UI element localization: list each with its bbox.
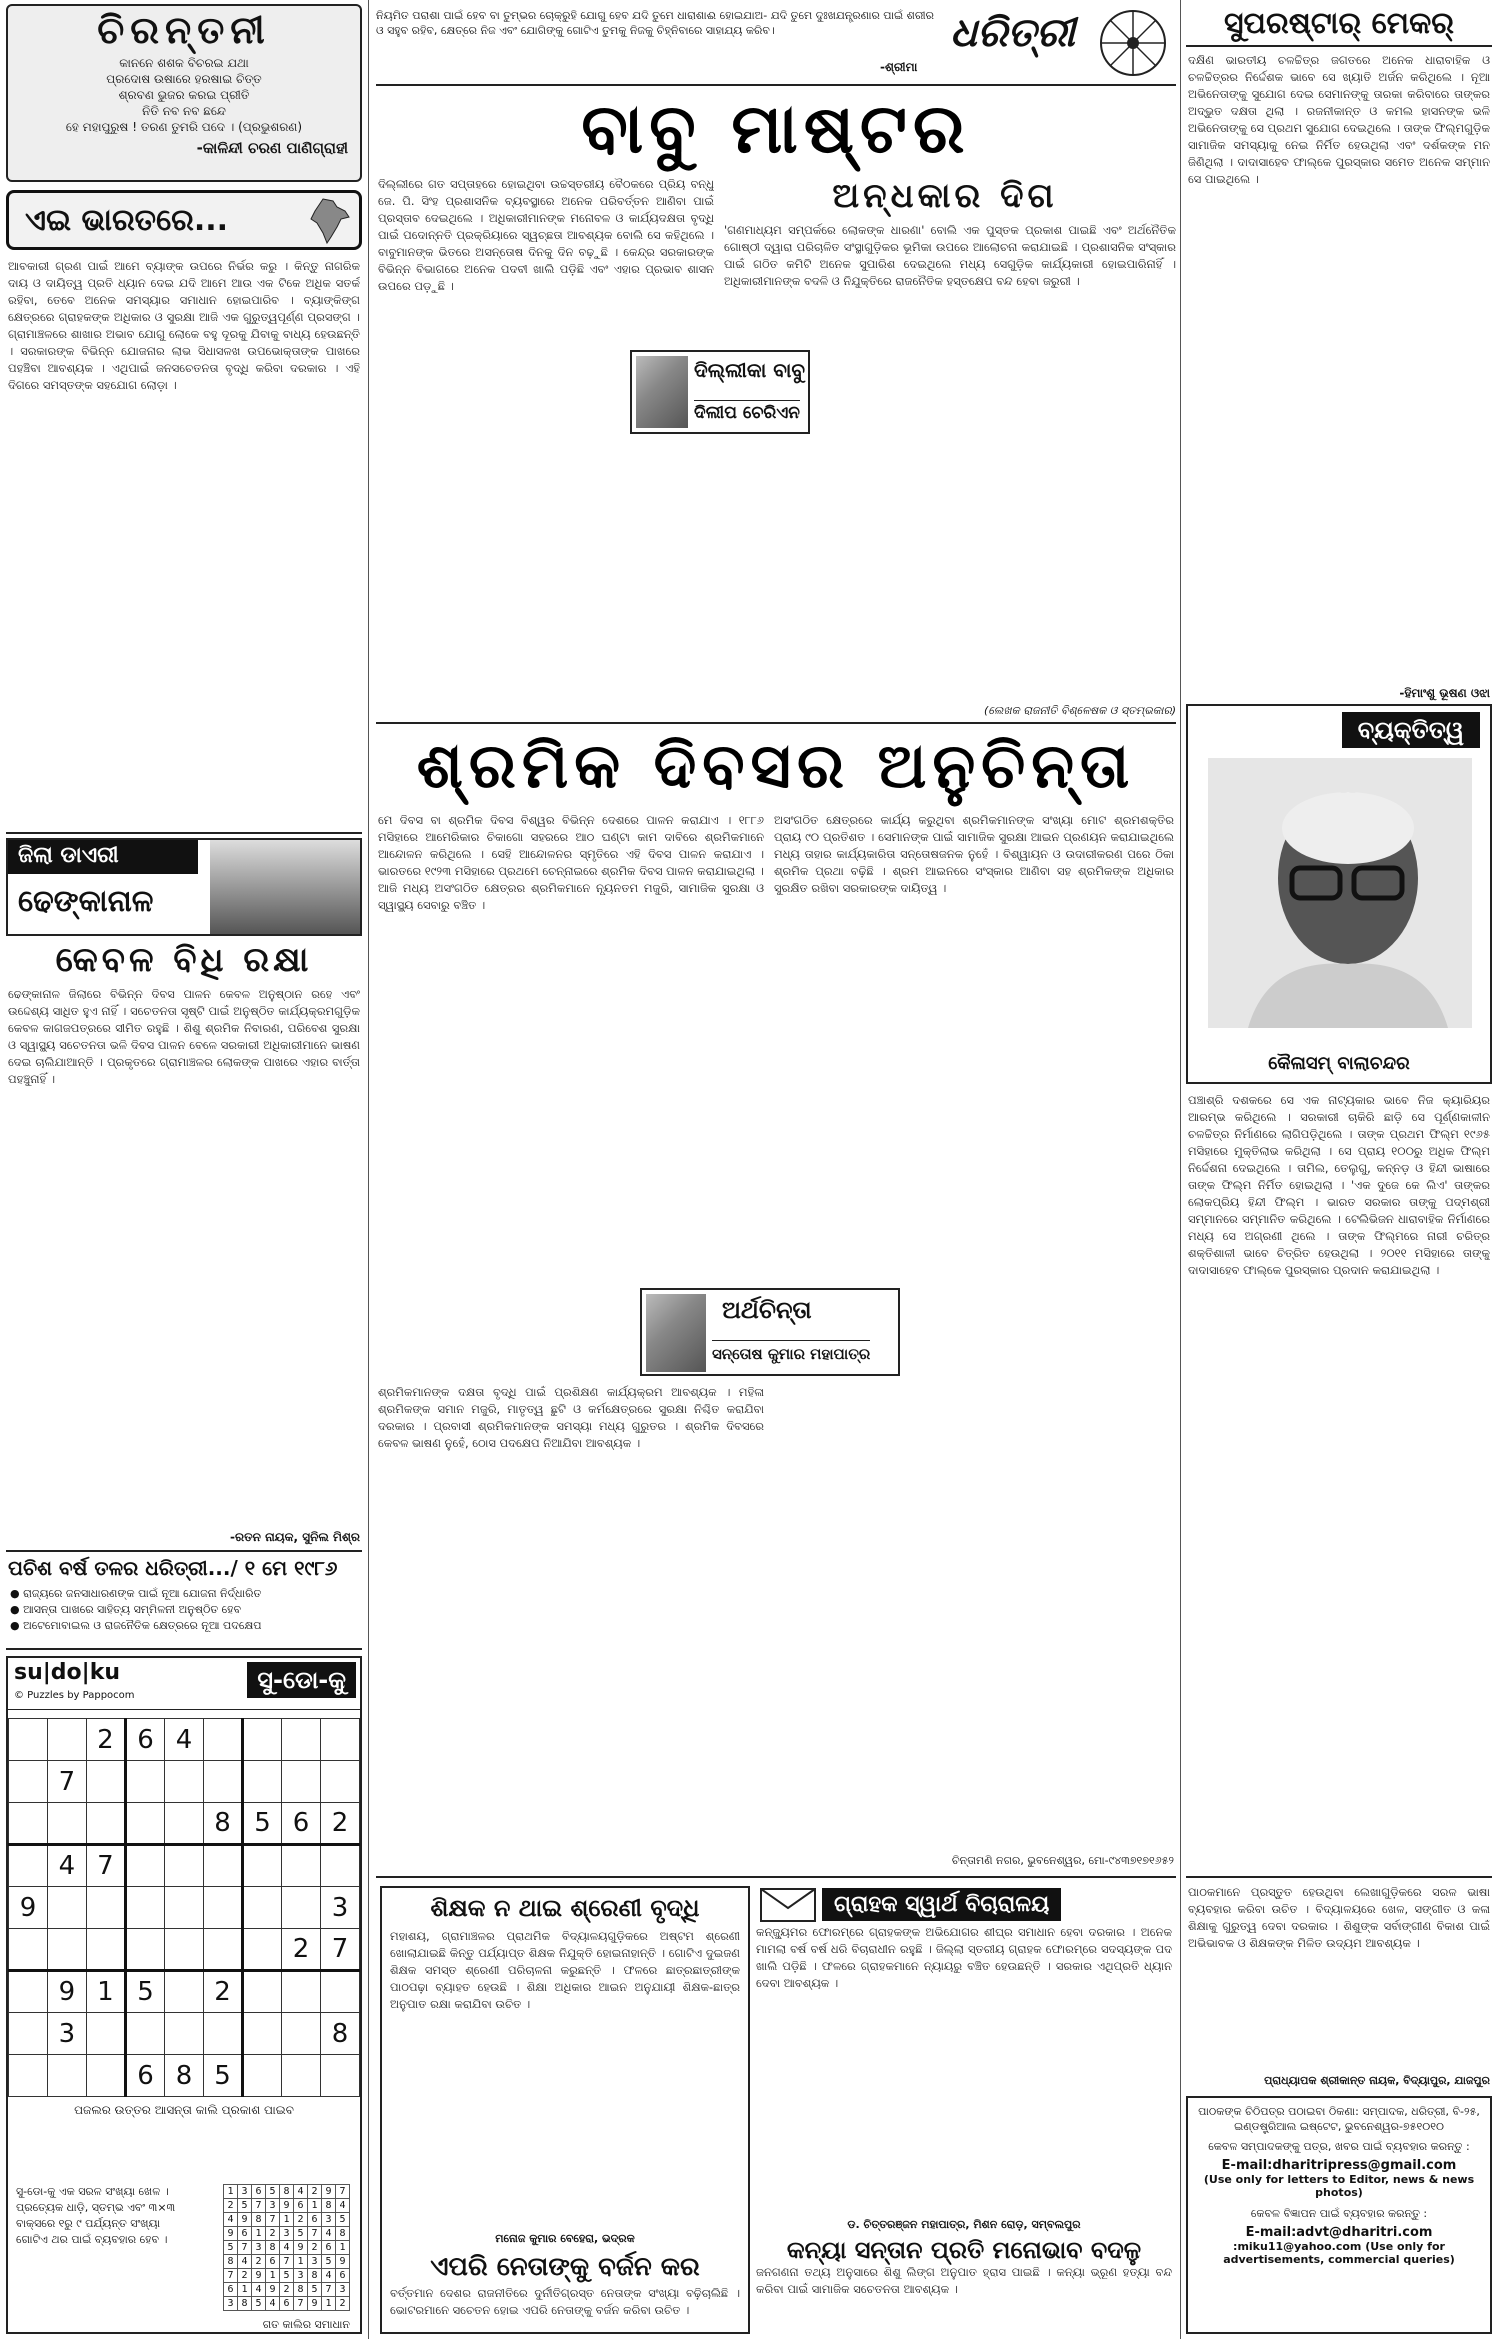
- solution-cell: 1: [280, 2213, 294, 2227]
- solution-cell: 6: [280, 2297, 294, 2311]
- sudoku-cell[interactable]: [9, 1971, 48, 2013]
- solution-cell: 8: [294, 2283, 308, 2297]
- solution-cell: 6: [238, 2227, 252, 2241]
- byaktitwa-text: ପଞ୍ଚାଶ୍ରି ଦଶକରେ ସେ ଏକ ନାଟ୍ୟକାର ଭାବେ ନିଜ କ୍ୟାରିୟର ଆରମ୍ଭ କରିଥିଲେ । ସରକାରୀ ଚାକିରି ଛାଡ଼ି ସେ ପୂର୍ଣ୍ଣକାଳୀନ ଚଳଚ୍ଚିତ୍ର ନିର୍ମାଣରେ ଲାଗିପଡ଼ିଥିଲେ । ତାଙ୍କ ପ୍ରଥମ ଫିଲ୍ମ ୧୯୬୫ ମସିହାରେ ମୁକ୍ତିଲାଭ କରିଥିଲା । ସେ ପ୍ରାୟ ୧୦୦ରୁ ଅଧିକ ଫିଲ୍ମ ନିର୍ଦ୍ଦେଶନା ଦେଇଥିଲେ । ତାମିଲ, ତେଲୁଗୁ, କନ୍ନଡ଼ ଓ ହିନ୍ଦୀ ଭାଷାରେ ତାଙ୍କ ଫିଲ୍ମ ନିର୍ମିତ ହୋଇଥିଲା । 'ଏକ ଦୁଜେ କେ ଲିଏ' ତାଙ୍କର ଲୋକପ୍ରିୟ ହିନ୍ଦୀ ଫିଲ୍ମ । ଭାରତ ସରକାର ତାଙ୍କୁ ପଦ୍ମଶ୍ରୀ ସମ୍ମାନରେ ସମ୍ମାନିତ କରିଥିଲେ । ଟେଲିଭିଜନ ଧାରାବାହିକ ନିର୍ମାଣରେ ମଧ୍ୟ ସେ ଅଗ୍ରଣୀ ଥିଲେ । ତାଙ୍କ ଫିଲ୍ମରେ ନାରୀ ଚରିତ୍ର ଶକ୍ତିଶାଳୀ ଭାବେ ଚିତ୍ରିତ ହେଉଥିଲା । ୨୦୧୧ ମସିହାରେ ତାଙ୍କୁ ଦାଦାସାହେବ ଫାଲ୍କେ ପୁରସ୍କାର ପ୍ରଦାନ କରାଯାଇଥିଲା ।: [1188, 1093, 1490, 1277]
- solution-cell: 8: [224, 2255, 238, 2269]
- solution-cell: 8: [252, 2213, 266, 2227]
- sudoku-cell[interactable]: [165, 1887, 204, 1929]
- sudoku-cell[interactable]: [243, 2055, 282, 2097]
- sudoku-cell[interactable]: [321, 1971, 360, 2013]
- solution-cell: 6: [224, 2283, 238, 2297]
- suparstar-text: ଦକ୍ଷିଣ ଭାରତୀୟ ଚଳଚ୍ଚିତ୍ର ଜଗତରେ ଅନେକ ଧାରାବାହିକ ଓ ଚଳଚ୍ଚିତ୍ରର ନିର୍ଦ୍ଦେଶକ ଭାବେ ସେ ଖ୍ୟାତି ଅର୍ଜନ କରିଥିଲେ । ନୂଆ ଅଭିନେତାଙ୍କୁ ସୁଯୋଗ ଦେଇ ସେମାନଙ୍କୁ ତାରକା କରିବାରେ ତାଙ୍କର ଅଦ୍ଭୁତ ଦକ୍ଷତା ଥିଲା । ରଜନୀକାନ୍ତ ଓ କମଲ ହାସନଙ୍କ ଭଳି ଅଭିନେତାଙ୍କୁ ସେ ପ୍ରଥମ ସୁଯୋଗ ଦେଇଥିଲେ । ତାଙ୍କ ଫିଲ୍ମଗୁଡ଼ିକ ସାମାଜିକ ସମସ୍ୟାକୁ ନେଇ ନିର୍ମିତ ହେଉଥିଲା ଏବଂ ଦର୍ଶକଙ୍କ ମନ ଜିଣିଥିଲା । ଦାଦାସାହେବ ଫାଲ୍କେ ପୁରସ୍କାର ସମେତ ଅନେକ ସମ୍ମାନ ସେ ପାଇଥିଲେ ।: [1188, 53, 1490, 186]
- district-photo: [210, 840, 360, 934]
- grahaka-text: କନ୍ଜ୍ୟୁମର ଫୋରମ୍‌ରେ ଗ୍ରାହକଙ୍କ ଅଭିଯୋଗର ଶୀଘ୍ର ସମାଧାନ ହେବା ଦରକାର । ଅନେକ ମାମଲା ବର୍ଷ ବର୍ଷ ଧରି ବିଚାରାଧୀନ ରହୁଛି । ଜିଲ୍ଲା ସ୍ତରୀୟ ଗ୍ରାହକ ଫୋରମ୍‌ରେ ସଦସ୍ୟଙ୍କ ପଦ ଖାଲି ପଡ଼ିଛି । ଫଳରେ ଗ୍ରାହକମାନେ ନ୍ୟାୟରୁ ବଞ୍ଚିତ ହେଉଛନ୍ତି । ସରକାର ଏଥିପ୍ରତି ଧ୍ୟାନ ଦେବା ଆବଶ୍ୟକ ।: [756, 1925, 1172, 1990]
- sudoku-grid: [8, 1718, 360, 2097]
- sudoku-cell[interactable]: [9, 1929, 48, 1971]
- solution-cell: 7: [238, 2241, 252, 2255]
- babu-mastara-footnote: (ଲେଖକ ରାଜନୀତି ବିଶ୍ଳେଷକ ଓ ସ୍ତମ୍ଭକାର): [983, 704, 1176, 717]
- solution-cell: 4: [280, 2241, 294, 2255]
- contact-ad-note: କେବଳ ବିଜ୍ଞାପନ ପାଇଁ ବ୍ୟବହାର କରନ୍ତୁ :: [1250, 2207, 1428, 2220]
- sudoku-cell[interactable]: [243, 1761, 282, 1803]
- sudoku-cell[interactable]: [203, 1887, 242, 1929]
- solution-cell: 7: [294, 2297, 308, 2311]
- masthead-quote: ନିୟମିତ ପରାଶା ପାଇଁ ହେବ ବା ତୁମ୍ଭର ଚୋକ୍ରୁହି ଯୋଗୁ ହେବ ଯଦି ତୁମେ ଧାରାଶାଈ ହୋଇଯାଅ- ଯଦି ତୁମେ ଦୁଃଖଯନ୍ତ୍ରଣାର ପାଇଁ ଶରୀର ଓ ସହୁବ ରହିବ, କ୍ଷେତ୍ରେ ନିଜ ଏବଂ ଯୋଗିଙ୍କୁ ଗୋଟିଏ ତୁମକୁ ନିଜକୁ ଚିହ୍ନିବାରେ ସାହାଯ୍ୟ କରିବ।: [376, 9, 934, 37]
- sudoku-cell[interactable]: [165, 1971, 204, 2013]
- sudoku-cell[interactable]: [86, 2013, 125, 2055]
- sudoku-cell[interactable]: [9, 1803, 48, 1845]
- sudoku-brand: su|do|ku: [14, 1660, 120, 1685]
- sudoku-cell[interactable]: [203, 1929, 242, 1971]
- solution-cell: 2: [308, 2185, 322, 2199]
- dilli-author: ଦିଲୀପ ଚେରିଏନ: [694, 400, 800, 423]
- sudoku-cell[interactable]: [47, 2055, 86, 2097]
- sudoku-cell[interactable]: [86, 1887, 125, 1929]
- shikshaka-box: [380, 1886, 750, 2334]
- jilla-diary-district: ଢେଙ୍କାନାଳ: [18, 884, 154, 919]
- sudoku-cell[interactable]: [9, 1845, 48, 1887]
- sudoku-cell[interactable]: [125, 2013, 164, 2055]
- sudoku-cell[interactable]: 9: [9, 1887, 48, 1929]
- sudoku-cell[interactable]: [203, 2013, 242, 2055]
- solution-cell: 4: [224, 2213, 238, 2227]
- right-letter-text: ପାଠକମାନେ ପ୍ରସ୍ତୁତ ହେଉଥିବା ଲେଖାଗୁଡ଼ିକରେ ସରଳ ଭାଷା ବ୍ୟବହାର କରିବା ଉଚିତ । ବିଦ୍ୟାଳୟରେ ଖେଳ, ସଙ୍ଗୀତ ଓ କଳା ଶିକ୍ଷାକୁ ଗୁରୁତ୍ୱ ଦେବା ଦରକାର । ଶିଶୁଙ୍କ ସର୍ବାଙ୍ଗୀଣ ବିକାଶ ପାଇଁ ଅଭିଭାବକ ଓ ଶିକ୍ଷକଙ୍କ ମିଳିତ ଉଦ୍ୟମ ଆବଶ୍ୟକ ।: [1188, 1885, 1490, 1950]
- solution-cell: 1: [224, 2185, 238, 2199]
- jilla-diary-byline: -ରତନ ନାୟକ, ସୁନିଲ ମିଶ୍ର: [230, 1530, 360, 1544]
- contact-note: କେବଳ ସମ୍ପାଦକଙ୍କୁ ପତ୍ର, ଖବର ପାଇଁ ବ୍ୟବହାର କରନ୍ତୁ :: [1208, 2140, 1470, 2153]
- solution-cell: 8: [238, 2297, 252, 2311]
- contact-email-1[interactable]: E-mail:dharitripress@gmail.com: [1221, 2158, 1457, 2173]
- solution-cell: 6: [266, 2255, 280, 2269]
- suparstar-byline: -ହିମାଂଶୁ ଭୂଷଣ ଓଝା: [1399, 686, 1490, 700]
- solution-cell: 5: [308, 2283, 322, 2297]
- masthead-logo: ଧରିତ୍ରୀ: [950, 10, 1075, 56]
- shramika-text-2: ଅସଂଗଠିତ କ୍ଷେତ୍ରରେ କାର୍ଯ୍ୟ କରୁଥିବା ଶ୍ରମିକମାନଙ୍କ ସଂଖ୍ୟା ମୋଟ ଶ୍ରମଶକ୍ତିର ପ୍ରାୟ ୯୦ ପ୍ରତିଶତ । ସେମାନଙ୍କ ପାଇଁ ସାମାଜିକ ସୁରକ୍ଷା ଆଇନ ପ୍ରଣୟନ କରାଯାଇଥିଲେ ମଧ୍ୟ ତାହାର କାର୍ଯ୍ୟକାରିତା ସନ୍ତୋଷଜନକ ନୁହେଁ । ବିଶ୍ୱାୟନ ଓ ଉଦାରୀକରଣ ପରେ ଠିକା ଶ୍ରମିକ ପ୍ରଥା ବଢ଼ିଛି । ଶ୍ରମ ଆଇନରେ ସଂସ୍କାର ଆଣିବା ସହ ଶ୍ରମିକଙ୍କ ଅଧିକାର ସୁରକ୍ଷିତ ରଖିବା ସରକାରଙ୍କ ଦାୟିତ୍ୱ ।: [774, 813, 1174, 895]
- sudoku-cell[interactable]: [243, 1929, 282, 1971]
- shikshaka-text-2: ବର୍ତ୍ତମାନ ଦେଶର ରାଜନୀତିରେ ଦୁର୍ନୀତିଗ୍ରସ୍ତ ନେତାଙ୍କ ସଂଖ୍ୟା ବଢ଼ିଚାଲିଛି । ଭୋଟରମାନେ ସଚେତନ ହୋଇ ଏପରି ନେତାଙ୍କୁ ବର୍ଜନ କରିବା ଉଚିତ ।: [390, 2286, 740, 2317]
- wheel-icon: [1098, 8, 1168, 78]
- sudoku-cell[interactable]: [9, 1719, 48, 1761]
- solution-cell: 6: [336, 2269, 350, 2283]
- shramika-text-1: ମେ ଦିବସ ବା ଶ୍ରମିକ ଦିବସ ବିଶ୍ୱର ବିଭିନ୍ନ ଦେଶରେ ପାଳନ କରାଯାଏ । ୧୮୮୬ ମସିହାରେ ଆମେରିକାର ଚିକାଗୋ ସହରରେ ଆଠ ଘଣ୍ଟା କାମ ଦାବିରେ ଶ୍ରମିକମାନେ ଆନ୍ଦୋଳନ କରିଥିଲେ । ସେହି ଆନ୍ଦୋଳନର ସ୍ମୃତିରେ ଏହି ଦିବସ ପାଳନ କରାଯାଏ । ଭାରତରେ ୧୯୨୩ ମସିହାରେ ପ୍ରଥମେ ଚେନ୍ନାଇରେ ଶ୍ରମିକ ଦିବସ ପାଳନ କରାଯାଇଥିଲା । ଆଜି ମଧ୍ୟ ଅସଂଗଠିତ କ୍ଷେତ୍ରର ଶ୍ରମିକମାନେ ନ୍ୟୂନତମ ମଜୁରି, ସାମାଜିକ ସୁରକ୍ଷା ଓ ସ୍ୱାସ୍ଥ୍ୟ ସେବାରୁ ବଞ୍ଚିତ ।: [378, 813, 764, 912]
- solution-cell: 5: [266, 2185, 280, 2199]
- sudoku-cell[interactable]: [321, 1761, 360, 1803]
- author-photo-2: [646, 1294, 706, 1372]
- sudoku-cell[interactable]: [282, 1719, 321, 1761]
- sudoku-answer-label: ଗତ କାଲିର ସମାଧାନ: [262, 2318, 350, 2331]
- sudoku-cell[interactable]: [243, 1719, 282, 1761]
- contact-address: ପାଠକଙ୍କ ଚିଠିପତ୍ର ପଠାଇବା ଠିକଣା: ସମ୍ପାଦକ, ଧରିତ୍ରୀ, ବି-୨୫, ଇଣ୍ଡଷ୍ଟ୍ରିଆଲ ଇଷ୍ଟେଟ, ଭୁବନେଶ୍ୱର-୭୫୧୦୧୦: [1198, 2105, 1480, 2133]
- sudoku-rules: ସୁ-ଡୋ-କୁ ଏକ ସରଳ ସଂଖ୍ୟା ଖେଳ । ପ୍ରତ୍ୟେକ ଧାଡ଼ି, ସ୍ତମ୍ଭ ଏବଂ ୩×୩ ବାକ୍ସରେ ୧ରୁ ୯ ପର୍ଯ୍ୟନ୍ତ ସଂଖ୍ୟା ଗୋଟିଏ ଥର ପାଇଁ ବ୍ୟବହାର ହେବ ।: [16, 2185, 176, 2246]
- sudoku-cell[interactable]: 9: [47, 1971, 86, 2013]
- sudoku-cell[interactable]: 5: [125, 1971, 164, 2013]
- solution-cell: 8: [308, 2269, 322, 2283]
- jilla-diary-banner: [6, 838, 362, 936]
- solution-cell: 9: [238, 2213, 252, 2227]
- byaktitwa-box: [1186, 704, 1492, 1084]
- solution-cell: 8: [266, 2241, 280, 2255]
- solution-cell: 2: [266, 2227, 280, 2241]
- sudoku-cell[interactable]: 3: [321, 1887, 360, 1929]
- solution-cell: 9: [336, 2255, 350, 2269]
- right-letter-byline: ପ୍ରାଧ୍ୟାପକ ଶ୍ରୀକାନ୍ତ ନାୟକ, ବିଦ୍ୟାପୁର, ଯାଜପୁର: [1264, 2074, 1490, 2087]
- solution-cell: 5: [238, 2199, 252, 2213]
- sudoku-title: ସୁ-ଡୋ-କୁ: [247, 1662, 356, 1698]
- solution-cell: 1: [238, 2283, 252, 2297]
- sudoku-cell[interactable]: [282, 1887, 321, 1929]
- chirantani-title: ଚିରନ୍ତନୀ: [97, 8, 271, 52]
- solution-cell: 3: [336, 2283, 350, 2297]
- shikshaka-text: ମହାଶୟ, ଗ୍ରାମାଞ୍ଚଳର ପ୍ରାଥମିକ ବିଦ୍ୟାଳୟଗୁଡ଼ିକରେ ଅଷ୍ଟମ ଶ୍ରେଣୀ ଖୋଲାଯାଇଛି କିନ୍ତୁ ପର୍ଯ୍ୟାପ୍ତ ଶିକ୍ଷକ ନିଯୁକ୍ତି ହୋଇନାହାନ୍ତି । ଗୋଟିଏ ଦୁଇଜଣ ଶିକ୍ଷକ ସମସ୍ତ ଶ୍ରେଣୀ ପରିଚାଳନା କରୁଛନ୍ତି । ଫଳରେ ଛାତ୍ରଛାତ୍ରୀଙ୍କ ପାଠପଢ଼ା ବ୍ୟାହତ ହେଉଛି । ଶିକ୍ଷା ଅଧିକାର ଆଇନ ଅନୁଯାୟୀ ଶିକ୍ଷକ-ଛାତ୍ର ଅନୁପାତ ରକ୍ଷା କରାଯିବା ଉଚିତ ।: [390, 1929, 740, 2011]
- sudoku-cell[interactable]: 6: [125, 1719, 164, 1761]
- jilla-diary-text: ଢେଙ୍କାନାଳ ଜିଲାରେ ବିଭିନ୍ନ ଦିବସ ପାଳନ କେବଳ ଅନୁଷ୍ଠାନ ରହେ ଏବଂ ଉଦ୍ଦେଶ୍ୟ ସାଧିତ ହୁଏ ନାହିଁ । ସଚେତନତା ସୃଷ୍ଟି ପାଇଁ ଅନୁଷ୍ଠିତ କାର୍ଯ୍ୟକ୍ରମଗୁଡ଼ିକ କେବଳ କାଗଜପତ୍ରରେ ସୀମିତ ରହୁଛି । ଶିଶୁ ଶ୍ରମିକ ନିବାରଣ, ପରିବେଶ ସୁରକ୍ଷା ଓ ସ୍ୱାସ୍ଥ୍ୟ ସଚେତନତା ଭଳି ଦିବସ ପାଳନ ବେଳେ ସରକାରୀ ଅଧିକାରୀମାନେ ଭାଷଣ ଦେଇ ଚାଲିଯାଆନ୍ତି । ପ୍ରକୃତରେ ଗ୍ରାମାଞ୍ଚଳର ଲୋକଙ୍କ ପାଖରେ ଏହାର ବାର୍ତ୍ତା ପହଞ୍ଚୁନାହିଁ ।: [8, 987, 360, 1086]
- jilla-diary-headline: କେବଳ ବିଧି ରକ୍ଷା: [55, 940, 313, 980]
- solution-cell: 4: [322, 2269, 336, 2283]
- solution-cell: 5: [336, 2213, 350, 2227]
- byaktitwa-caption: କୈଳାସମ୍ ବାଲାଚନ୍ଦର: [1268, 1053, 1410, 1074]
- sudoku-cell[interactable]: [125, 1887, 164, 1929]
- solution-cell: 1: [294, 2255, 308, 2269]
- chirantani-poem: କାନନେ ଶଶକ ବିଚରଇ ଯଥା ପ୍ରଦୋଷ ଉଷାରେ ହରଷାଇ ଚିତ୍ତ ଶ୍ରବଣ ଭୁଜର କରଇ ପ୍ରୀତି ନିତି ନବ ନବ ଛନ୍ଦେ ହେ ମହାପୁରୁଷ ! ତରଣ ତୁମରି ପଦେ । (ପ୍ରଭୁଶରଣ): [65, 56, 303, 134]
- sudoku-cell[interactable]: 7: [86, 1845, 125, 1887]
- solution-cell: 6: [322, 2241, 336, 2255]
- solution-cell: 8: [322, 2199, 336, 2213]
- babu-mastara-title: ବାବୁ ମାଷ୍ଟର: [581, 90, 971, 169]
- babu-mastara-text-1: ଦିଲ୍ଲୀରେ ଗତ ସପ୍ତାହରେ ହୋଇଥିବା ଉଚ୍ଚସ୍ତରୀୟ ବୈଠକରେ ପ୍ରିୟ ବନ୍ଧୁ ଜେ. ପି. ସିଂହ ପ୍ରଶାସନିକ ବ୍ୟବସ୍ଥାରେ ଅନେକ ପରିବର୍ତ୍ତନ ଆଣିବା ପାଇଁ ପ୍ରସ୍ତାବ ଦେଇଥିଲେ । ଅଧିକାରୀମାନଙ୍କ ମନୋବଳ ଓ କାର୍ଯ୍ୟଦକ୍ଷତା ବୃଦ୍ଧି ପାଇଁ ପଦୋନ୍ନତି ପ୍ରକ୍ରିୟାରେ ସ୍ୱଚ୍ଛତା ଆବଶ୍ୟକ ବୋଲି ସେ କହିଥିଲେ । ବାବୁମାନଙ୍କ ଭିତରେ ଅସନ୍ତୋଷ ଦିନକୁ ଦିନ ବଢ଼ୁଛି । କେନ୍ଦ୍ର ସରକାରଙ୍କ ବିଭିନ୍ନ ବିଭାଗରେ ଅନେକ ପଦବୀ ଖାଲି ପଡ଼ିଛି ଏବଂ ଏହାର ପ୍ରଭାବ ଶାସନ ଉପରେ ପଡ଼ୁଛି ।: [378, 177, 714, 293]
- ei-bharatare-title: ଏଇ ଭାରତରେ...: [25, 203, 229, 238]
- solution-cell: 9: [280, 2199, 294, 2213]
- sudoku-cell[interactable]: [282, 2013, 321, 2055]
- solution-cell: 6: [308, 2213, 322, 2227]
- sudoku-cell[interactable]: [125, 1803, 164, 1845]
- solution-cell: 9: [252, 2269, 266, 2283]
- contact-email-3[interactable]: :miku11@yahoo.com (Use only for: [1233, 2240, 1445, 2253]
- solution-cell: 1: [252, 2227, 266, 2241]
- envelope-icon: [760, 1888, 816, 1922]
- solution-cell: 9: [266, 2283, 280, 2297]
- solution-cell: 8: [280, 2185, 294, 2199]
- solution-cell: 3: [322, 2213, 336, 2227]
- sudoku-cell[interactable]: [243, 1971, 282, 2013]
- sudoku-cell[interactable]: [321, 1845, 360, 1887]
- sudoku-cell[interactable]: [203, 1719, 242, 1761]
- sudoku-cell[interactable]: [125, 1929, 164, 1971]
- solution-cell: 3: [294, 2269, 308, 2283]
- sudoku-cell[interactable]: 5: [203, 2055, 242, 2097]
- sudoku-footer: ପଜଲର ଉତ୍ତର ଆସନ୍ତା କାଲି ପ୍ରକାଶ ପାଇବ: [74, 2103, 294, 2117]
- pachisa-barsha-box: [6, 1550, 362, 1650]
- solution-cell: 2: [252, 2255, 266, 2269]
- solution-cell: 2: [224, 2199, 238, 2213]
- solution-cell: 3: [280, 2227, 294, 2241]
- contact-email-2[interactable]: E-mail:advt@dharitri.com: [1245, 2225, 1433, 2240]
- solution-cell: 6: [294, 2199, 308, 2213]
- solution-cell: 3: [238, 2185, 252, 2199]
- sudoku-cell[interactable]: [165, 1929, 204, 1971]
- solution-cell: 7: [280, 2255, 294, 2269]
- sudoku-cell[interactable]: 2: [203, 1971, 242, 2013]
- solution-cell: 5: [280, 2269, 294, 2283]
- grahaka-text-2: ଜନଗଣନା ତଥ୍ୟ ଅନୁସାରେ ଶିଶୁ ଲିଙ୍ଗ ଅନୁପାତ ହ୍ରାସ ପାଇଛି । କନ୍ୟା ଭ୍ରୂଣ ହତ୍ୟା ବନ୍ଦ କରିବା ପାଇଁ ସାମାଜିକ ସଚେତନତା ଆବଶ୍ୟକ ।: [756, 2265, 1172, 2296]
- solution-cell: 2: [238, 2269, 252, 2283]
- solution-cell: 7: [308, 2227, 322, 2241]
- sudoku-cell[interactable]: [243, 1887, 282, 1929]
- sudoku-cell[interactable]: 1: [86, 1971, 125, 2013]
- solution-cell: 5: [224, 2241, 238, 2255]
- sudoku-cell[interactable]: [203, 1845, 242, 1887]
- contact-box: [1186, 2096, 1492, 2334]
- sudoku-cell[interactable]: [125, 1761, 164, 1803]
- sudoku-cell[interactable]: [86, 1761, 125, 1803]
- solution-cell: 4: [252, 2283, 266, 2297]
- sudoku-cell[interactable]: [47, 1719, 86, 1761]
- solution-cell: 1: [266, 2269, 280, 2283]
- sudoku-header: [8, 1658, 360, 1710]
- solution-cell: 3: [252, 2241, 266, 2255]
- ei-bharatare-header: [6, 190, 362, 250]
- sudoku-box: [6, 1656, 362, 2334]
- solution-cell: 7: [224, 2269, 238, 2283]
- sudoku-cell[interactable]: [165, 1803, 204, 1845]
- sudoku-cell[interactable]: 2: [86, 1719, 125, 1761]
- sudoku-cell[interactable]: [9, 2055, 48, 2097]
- shramika-title: ଶ୍ରମିକ ଦିବସର ଅନୁଚିନ୍ତା: [416, 729, 1136, 802]
- solution-cell: 9: [322, 2185, 336, 2199]
- sudoku-cell[interactable]: [282, 1971, 321, 2013]
- sudoku-cell[interactable]: [282, 1761, 321, 1803]
- sudoku-cell[interactable]: [203, 1761, 242, 1803]
- sudoku-cell[interactable]: 7: [47, 1761, 86, 1803]
- solution-cell: 7: [322, 2283, 336, 2297]
- solution-cell: 2: [294, 2213, 308, 2227]
- solution-cell: 9: [224, 2227, 238, 2241]
- solution-cell: 4: [238, 2255, 252, 2269]
- sudoku-cell[interactable]: [47, 1929, 86, 1971]
- grahaka-box: [756, 1886, 1172, 2334]
- sudoku-cell[interactable]: [165, 2013, 204, 2055]
- solution-cell: 4: [266, 2297, 280, 2311]
- sudoku-cell[interactable]: 8: [321, 2013, 360, 2055]
- babu-mastara-subtitle: ଅନ୍ଧକାର ଦିଗ: [832, 176, 1058, 216]
- author-photo: [636, 356, 688, 428]
- shikshaka-byline: ମନୋଜ କୁମାର ବେହେରା, ଭଦ୍ରକ: [495, 2232, 635, 2245]
- sudoku-cell[interactable]: [86, 1929, 125, 1971]
- masthead-quote-author: -ଶ୍ରୀମା: [880, 60, 918, 74]
- sudoku-cell[interactable]: 5: [243, 1803, 282, 1845]
- solution-cell: 2: [336, 2297, 350, 2311]
- jilla-diary-label: ଜିଲା ଡାଏରୀ: [8, 840, 198, 874]
- sudoku-cell[interactable]: [282, 2055, 321, 2097]
- sudoku-cell[interactable]: [9, 2013, 48, 2055]
- person-photo: [1208, 758, 1472, 1028]
- solution-cell: 5: [294, 2227, 308, 2241]
- grahaka-title: ଗ୍ରାହକ ସ୍ୱାର୍ଥ ବିଚାରାଳୟ: [822, 1888, 1061, 1921]
- contact-email-3b: advertisements, commercial queries): [1223, 2253, 1455, 2266]
- portrait-icon: [1208, 758, 1472, 1028]
- solution-cell: 4: [336, 2199, 350, 2213]
- ei-bharatare-text: ଆବକାରୀ ଗ୍ରଣ ପାଇଁ ଆମେ ବ୍ୟାଙ୍କ ଉପରେ ନିର୍ଭର କରୁ । କିନ୍ତୁ ନାଗରିକ ଦାୟ ଓ ଦାୟିତ୍ୱ ପ୍ରତି ଧ୍ୟାନ ଦେଇ ଯଦି ଆମେ ଆଉ ଏକ ଟିକେ ଅଧିକ ସତର୍କ ରହିବା, ତେବେ ଅନେକ ସମସ୍ୟାର ସମାଧାନ ହୋଇପାରିବ । ବ୍ୟାଙ୍କିଙ୍ଗ କ୍ଷେତ୍ରରେ ଗ୍ରାହକଙ୍କ ଅଧିକାର ଓ ସୁରକ୍ଷା ଆଜି ଏକ ଗୁରୁତ୍ୱପୂର୍ଣ୍ଣ ପ୍ରସଙ୍ଗ । ଗ୍ରାମାଞ୍ଚଳରେ ଶାଖାର ଅଭାବ ଯୋଗୁ ଲୋକେ ବହୁ ଦୂରକୁ ଯିବାକୁ ବାଧ୍ୟ ହେଉଛନ୍ତି । ସରକାରଙ୍କ ବିଭିନ୍ନ ଯୋଜନାର ଲାଭ ସିଧାସଳଖ ଉପଭୋକ୍ତାଙ୍କ ପାଖରେ ପହଞ୍ଚିବା ଆବଶ୍ୟକ । ଏଥିପାଇଁ ଜନସଚେତନତା ବୃଦ୍ଧି କରିବା ଦରକାର । ଏହି ଦିଗରେ ସମସ୍ତଙ୍କ ସହଯୋଗ ଲୋଡ଼ା ।: [8, 259, 360, 392]
- pachisa-barsha-list: ● ରାଜ୍ୟରେ ଜନସାଧାରଣଙ୍କ ପାଇଁ ନୂଆ ଯୋଜନା ନିର୍ଦ୍ଧାରିତ ● ଆସନ୍ତା ପାଖରେ ସାହିତ୍ୟ ସମ୍ମିଳନୀ ଅନୁଷ୍ଠିତ ହେବ ● ଅଟେମୋବାଇଲ ଓ ରାଜନୈତିକ କ୍ଷେତ୍ରରେ ନୂଆ ପଦକ୍ଷେପ: [6, 1584, 362, 1636]
- chirantani-box: [6, 4, 362, 182]
- sudoku-cell[interactable]: [86, 1803, 125, 1845]
- solution-cell: 5: [322, 2255, 336, 2269]
- shramika-signoff: ଚିନ୍ତାମଣି ନଗର, ଭୁବନେଶ୍ୱର, ମୋ-୯୪୩୭୧୭୧୬୫୨: [951, 1854, 1174, 1867]
- sudoku-cell[interactable]: [125, 1845, 164, 1887]
- sudoku-cell[interactable]: 2: [321, 1803, 360, 1845]
- sudoku-cell[interactable]: 6: [125, 2055, 164, 2097]
- shramika-text-3: ଶ୍ରମିକମାନଙ୍କ ଦକ୍ଷତା ବୃଦ୍ଧି ପାଇଁ ପ୍ରଶିକ୍ଷଣ କାର୍ଯ୍ୟକ୍ରମ ଆବଶ୍ୟକ । ମହିଳା ଶ୍ରମିକଙ୍କ ସମାନ ମଜୁରି, ମାତୃତ୍ୱ ଛୁଟି ଓ କର୍ମକ୍ଷେତ୍ରରେ ସୁରକ୍ଷା ନିଶ୍ଚିତ କରାଯିବା ଦରକାର । ପ୍ରବାସୀ ଶ୍ରମିକମାନଙ୍କ ସମସ୍ୟା ମଧ୍ୟ ଗୁରୁତର । ଶ୍ରମିକ ଦିବସରେ କେବଳ ଭାଷଣ ନୁହେଁ, ଠୋସ ପଦକ୍ଷେପ ନିଆଯିବା ଆବଶ୍ୟକ ।: [378, 1385, 764, 1450]
- grahaka-byline: ଡ. ଚିତ୍ତରଞ୍ଜନ ମହାପାତ୍ର, ମିଶନ ରୋଡ଼, ସମ୍ବଲପୁର: [847, 2218, 1081, 2231]
- sudoku-cell[interactable]: [165, 1845, 204, 1887]
- solution-cell: 9: [294, 2241, 308, 2255]
- sudoku-cell[interactable]: 2: [282, 1929, 321, 1971]
- sudoku-cell[interactable]: 4: [165, 1719, 204, 1761]
- solution-cell: 3: [266, 2199, 280, 2213]
- sudoku-credit: © Puzzles by Pappocom: [14, 1690, 135, 1701]
- sudoku-solution: [223, 2184, 350, 2311]
- solution-cell: 7: [252, 2199, 266, 2213]
- solution-cell: 8: [336, 2227, 350, 2241]
- solution-cell: 3: [308, 2255, 322, 2269]
- sudoku-cell[interactable]: [243, 1845, 282, 1887]
- sudoku-cell[interactable]: 6: [282, 1803, 321, 1845]
- solution-cell: 4: [294, 2185, 308, 2199]
- sudoku-cell[interactable]: 4: [47, 1845, 86, 1887]
- sudoku-cell[interactable]: [282, 1845, 321, 1887]
- byaktitwa-title: ବ୍ୟକ୍ତିତ୍ୱ: [1342, 712, 1480, 748]
- solution-cell: 1: [308, 2199, 322, 2213]
- sudoku-cell[interactable]: [47, 1803, 86, 1845]
- sudoku-cell[interactable]: [9, 1761, 48, 1803]
- sudoku-cell[interactable]: [47, 1887, 86, 1929]
- solution-cell: 7: [266, 2213, 280, 2227]
- arthachinta-title: ଅର୍ଥଚିନ୍ତା: [722, 1296, 812, 1324]
- solution-cell: 2: [280, 2283, 294, 2297]
- dilli-badge-title: ଦିଲ୍ଲୀକା ବାବୁ: [694, 358, 806, 382]
- solution-cell: 1: [336, 2241, 350, 2255]
- grahaka-header: [756, 1886, 1172, 1924]
- shikshaka-title-2: ଏପରି ନେତାଙ୍କୁ ବର୍ଜନ କର: [430, 2252, 700, 2282]
- sudoku-cell[interactable]: [243, 2013, 282, 2055]
- solution-cell: 2: [308, 2241, 322, 2255]
- suparstar-title: ସୁପରଷ୍ଟାର୍ ମେକର୍: [1186, 6, 1492, 47]
- solution-cell: 9: [308, 2297, 322, 2311]
- sudoku-cell[interactable]: 3: [47, 2013, 86, 2055]
- arthachinta-author: ସନ୍ତୋଷ କୁମାର ମହାପାତ୍ର: [712, 1340, 870, 1363]
- pachisa-barsha-title: ପଚିଶ ବର୍ଷ ତଳର ଧରିତ୍ରୀ.../ ୧ ମେ ୧୯୮୬: [8, 1556, 338, 1580]
- sudoku-cell[interactable]: [321, 2055, 360, 2097]
- solution-cell: 4: [322, 2227, 336, 2241]
- babu-mastara-text-2: 'ଗଣମାଧ୍ୟମ ସମ୍ପର୍କରେ ଲୋକଙ୍କ ଧାରଣା' ବୋଲି ଏକ ପୁସ୍ତକ ପ୍ରକାଶ ପାଇଛି ଏବଂ ଅର୍ଥନୈତିକ ଗୋଷ୍ଠୀ ଦ୍ୱାରା ପରିଚାଳିତ ସଂସ୍ଥାଗୁଡ଼ିକର ଭୂମିକା ଉପରେ ଆଲୋଚନା କରାଯାଇଛି । ପ୍ରଶାସନିକ ସଂସ୍କାର ପାଇଁ ଗଠିତ କମିଟି ଅନେକ ସୁପାରିଶ ଦେଇଥିଲେ ମଧ୍ୟ ସେଗୁଡ଼ିକ କାର୍ଯ୍ୟକାରୀ ହୋଇପାରିନାହିଁ । ଅଧିକାରୀମାନଙ୍କ ବଦଳି ଓ ନିଯୁକ୍ତିରେ ରାଜନୈତିକ ହସ୍ତକ୍ଷେପ ବନ୍ଦ ହେବା ଜରୁରୀ ।: [724, 223, 1176, 288]
- sudoku-cell[interactable]: [321, 1719, 360, 1761]
- india-map-icon: [305, 197, 351, 245]
- solution-cell: 3: [224, 2297, 238, 2311]
- solution-cell: 6: [252, 2185, 266, 2199]
- contact-email-1-note: (Use only for letters to Editor, news & news photos): [1203, 2173, 1475, 2199]
- solution-cell: 5: [252, 2297, 266, 2311]
- sudoku-cell[interactable]: 8: [203, 1803, 242, 1845]
- shikshaka-title: ଶିକ୍ଷକ ନ ଥାଇ ଶ୍ରେଣୀ ବୃଦ୍ଧି: [430, 1894, 700, 1922]
- sudoku-cell[interactable]: 8: [165, 2055, 204, 2097]
- solution-cell: 7: [336, 2185, 350, 2199]
- solution-cell: 1: [322, 2297, 336, 2311]
- chirantani-author: -କାଳିନ୍ଦୀ ଚରଣ ପାଣିଗ୍ରାହୀ: [196, 139, 348, 157]
- grahaka-title-2: କନ୍ୟା ସନ୍ତାନ ପ୍ରତି ମନୋଭାବ ବଦଳୁ: [786, 2236, 1142, 2264]
- sudoku-cell[interactable]: [86, 2055, 125, 2097]
- sudoku-cell[interactable]: 7: [321, 1929, 360, 1971]
- sudoku-cell[interactable]: [165, 1761, 204, 1803]
